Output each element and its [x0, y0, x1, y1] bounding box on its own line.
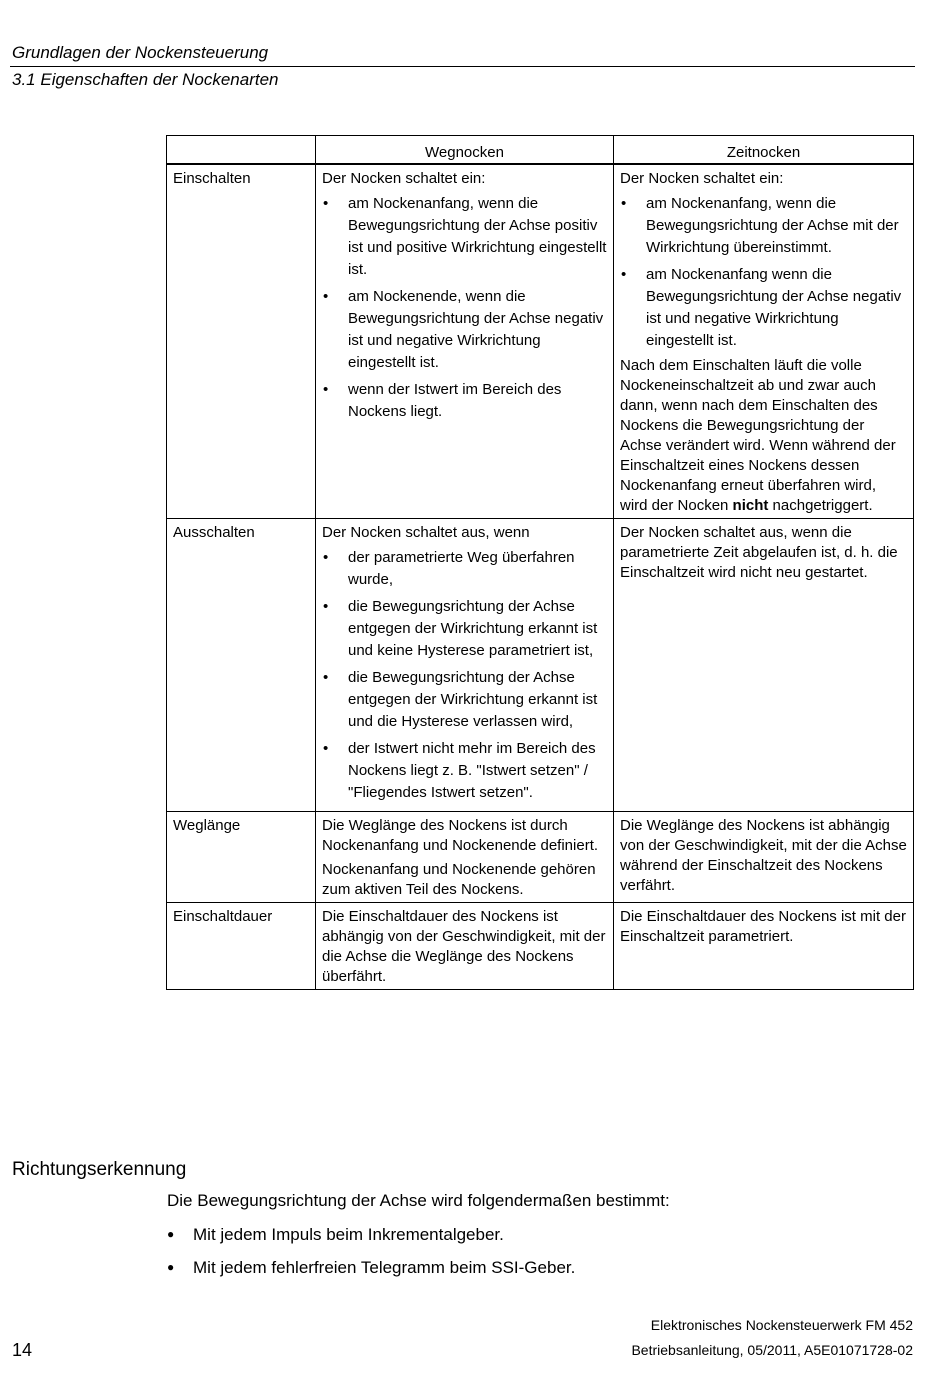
row-label-weglaenge: Weglänge: [167, 812, 316, 903]
list-item: • am Nockenende, wenn die Bewegungsrichtung der Achse negativ ist und negative Wirkrichtung eingestellt ist.: [322, 286, 607, 374]
table-row: [167, 519, 914, 812]
cell-einschaltdauer-weg: [316, 903, 614, 990]
cell-einschaltdauer-zeit: [614, 903, 914, 990]
header-divider: [10, 66, 915, 67]
page-number: 14: [12, 1340, 33, 1360]
cell-text: Die Weglänge des Nockens ist durch Nockenanfang und Nockenende definiert.: [322, 817, 599, 854]
note-emphasis: nicht: [732, 497, 769, 514]
list-item: • am Nockenanfang, wenn die Bewegungsrichtung der Achse positiv ist und positive Wirkrichtung eingestellt ist.: [322, 193, 607, 281]
row-label-einschalten: Einschalten: [167, 164, 316, 519]
row-label-ausschalten: Ausschalten: [167, 519, 316, 812]
list-item: • der parametrierte Weg überfahren wurde,: [322, 547, 607, 591]
table-header-row: [167, 136, 914, 165]
list-item: • am Nockenanfang wenn die Bewegungsrichtung der Achse negativ ist und negative Wirkrichtung eingestellt ist.: [620, 264, 907, 352]
section-title: 3.1 Eigenschaften der Nockenarten: [12, 70, 279, 89]
cell-weglaenge-zeit: [614, 812, 914, 903]
cell-weglaenge-weg: [316, 812, 614, 903]
cell-text: Die Weglänge des Nockens ist abhängig von der Geschwindigkeit, mit der die Achse während der Einschaltzeit des Nockens verfährt.: [620, 817, 907, 894]
list-item: • am Nockenanfang, wenn die Bewegungsrichtung der Achse mit der Wirkrichtung übereinstimmt.: [620, 193, 907, 259]
cell-text: Die Einschaltdauer des Nockens ist mit der Einschaltzeit parametriert.: [620, 908, 906, 945]
bullet-list: [322, 547, 607, 804]
cell-einschalten-weg: [316, 164, 614, 519]
footer-document-title: Elektronisches Nockensteuerwerk FM 452: [650, 1317, 913, 1333]
bullet-list: [322, 193, 607, 423]
cell-intro: Der Nocken schaltet aus, wenn: [322, 524, 530, 541]
cell-intro: Der Nocken schaltet ein:: [322, 170, 486, 187]
table-row: [167, 903, 914, 990]
table-row: [167, 164, 914, 519]
note-text: Nach dem Einschalten läuft die volle Nockeneinschaltzeit ab und zwar auch dann, wenn nach dem Einschalten des Nockens die Bewegungsrichtung der Achse verändert wird. Wenn während der Einschaltzeit eines Nockens dessen Nockenanfang erneut überfahren wird, wird der Nocken: [620, 357, 896, 514]
section-bullet-list: [167, 1224, 575, 1290]
table-row: [167, 812, 914, 903]
section-intro: Die Bewegungsrichtung der Achse wird folgendermaßen bestimmt:: [167, 1191, 670, 1210]
cell-ausschalten-weg: [316, 519, 614, 812]
section-heading: Richtungserkennung: [12, 1159, 187, 1180]
list-item: • wenn der Istwert im Bereich des Nockens liegt.: [322, 379, 607, 423]
cell-intro: Der Nocken schaltet ein:: [620, 170, 784, 187]
cell-text: Die Einschaltdauer des Nockens ist abhängig von der Geschwindigkeit, mit der die Achse die Weglänge des Nockens überfährt.: [322, 908, 606, 985]
header-cell-empty: [167, 136, 316, 165]
cam-properties-table: [166, 135, 914, 990]
cell-note: [620, 356, 907, 516]
list-item: ● Mit jedem Impuls beim Inkrementalgeber.: [167, 1224, 575, 1257]
bullet-list: [620, 193, 907, 352]
list-item: • die Bewegungsrichtung der Achse entgegen der Wirkrichtung erkannt ist und die Hysterese verlassen wird,: [322, 667, 607, 733]
row-label-einschaltdauer: Einschaltdauer: [167, 903, 316, 990]
header-cell-zeitnocken: Zeitnocken: [614, 136, 914, 165]
list-item: • die Bewegungsrichtung der Achse entgegen der Wirkrichtung erkannt ist und keine Hysterese parametriert ist,: [322, 596, 607, 662]
cell-einschalten-zeit: [614, 164, 914, 519]
list-item: ● Mit jedem fehlerfreien Telegramm beim SSI-Geber.: [167, 1257, 575, 1290]
cell-text: Nockenanfang und Nockenende gehören zum aktiven Teil des Nockens.: [322, 861, 596, 898]
chapter-title: Grundlagen der Nockensteuerung: [12, 43, 269, 62]
note-text-end: nachgetriggert.: [768, 497, 873, 514]
footer-document-info: Betriebsanleitung, 05/2011, A5E01071728-02: [631, 1342, 913, 1358]
cell-ausschalten-zeit: [614, 519, 914, 812]
list-item: • der Istwert nicht mehr im Bereich des Nockens liegt z. B. "Istwert setzen" / "Fliegendes Istwert setzen".: [322, 738, 607, 804]
header-cell-wegnocken: Wegnocken: [316, 136, 614, 165]
cell-text: Der Nocken schaltet aus, wenn die parametrierte Zeit abgelaufen ist, d. h. die Einschaltzeit wird nicht neu gestartet.: [620, 524, 898, 581]
